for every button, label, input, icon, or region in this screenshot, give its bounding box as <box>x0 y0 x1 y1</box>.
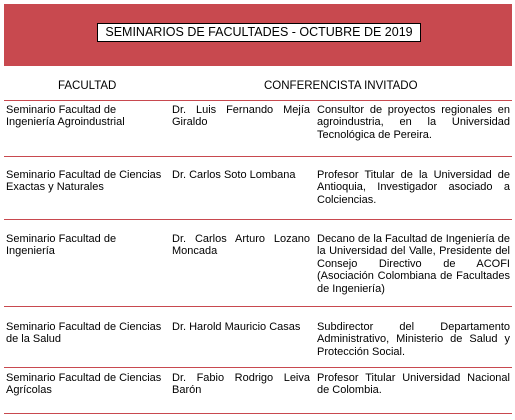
row-faculty: Seminario Facultad de Ciencias Exactas y Naturales <box>6 169 162 194</box>
table-row <box>4 220 512 307</box>
row-speaker: Dr. Carlos Soto Lombana <box>172 169 296 181</box>
title-band <box>4 4 512 66</box>
row-description: Profesor Titular Universidad Nacional de Colombia. <box>317 372 510 397</box>
table-row <box>4 307 512 368</box>
row-description: Subdirector del Departamento Administrativo, Ministerio de Salud y Protección Social. <box>317 321 510 358</box>
row-speaker: Dr. Carlos Arturo Lozano Moncada <box>172 233 310 258</box>
table-row <box>4 100 512 157</box>
header-speaker: CONFERENCISTA INVITADO <box>264 80 418 92</box>
row-faculty: Seminario Facultad de Ingeniería Agroindustrial <box>6 104 125 129</box>
row-speaker: Dr. Fabio Rodrigo Leiva Barón <box>172 372 310 397</box>
table-row <box>4 157 512 220</box>
table-row <box>4 368 512 414</box>
row-faculty: Seminario Facultad de Ingeniería <box>6 233 117 258</box>
row-faculty: Seminario Facultad de Ciencias de la Salud <box>6 321 162 346</box>
row-speaker: Dr. Luis Fernando Mejía Giraldo <box>172 104 310 129</box>
row-description: Consultor de proyectos regionales en agroindustria, en la Universidad Tecnológica de Pereira. <box>317 104 510 141</box>
document-title: SEMINARIOS DE FACULTADES - OCTUBRE DE 2019 <box>97 23 421 42</box>
header-faculty: FACULTAD <box>58 80 117 92</box>
row-description: Profesor Titular de la Universidad de Antioquia, Investigador asociado a Colciencias. <box>317 169 510 206</box>
row-speaker: Dr. Harold Mauricio Casas <box>172 321 301 333</box>
row-description: Decano de la Facultad de Ingeniería de la Universidad del Valle, Presidente del Consejo Directivo de ACOFI (Asociación Colombiana de Facultades de Ingeniería) <box>317 233 510 295</box>
row-faculty: Seminario Facultad de Ciencias Agrícolas <box>6 372 162 397</box>
seminar-schedule-document <box>4 4 512 414</box>
table-header <box>4 66 512 101</box>
